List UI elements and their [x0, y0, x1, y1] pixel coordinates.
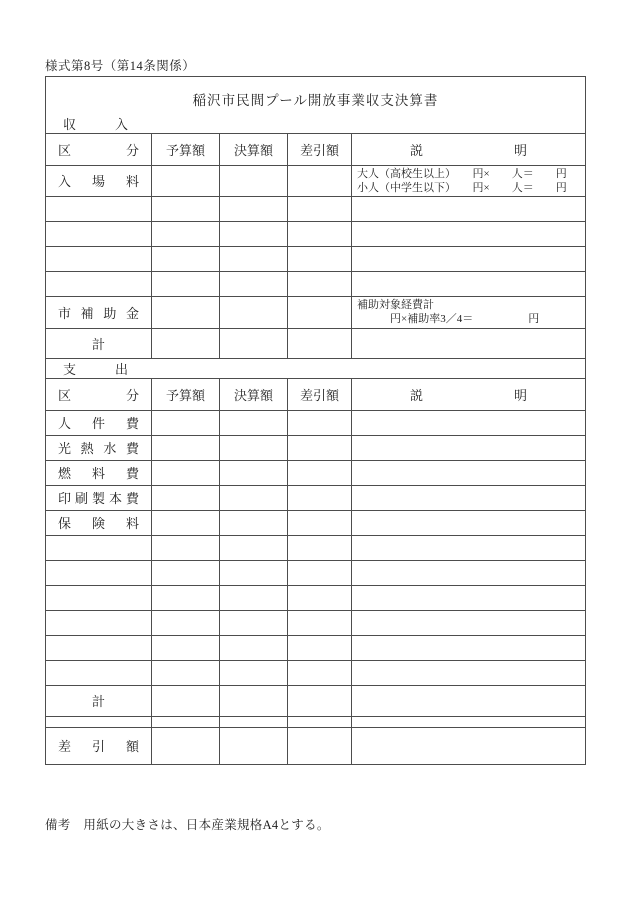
expense-blank-row: [46, 610, 586, 635]
expense-blank-row: [46, 660, 586, 685]
explanation-cell: [352, 485, 586, 510]
settlement-cell: [220, 685, 288, 716]
settlement-cell: [220, 560, 288, 585]
difference-cell: [288, 635, 352, 660]
income-row-admission: [46, 165, 586, 196]
header-explanation: 説 明: [352, 133, 586, 165]
difference-cell: [288, 435, 352, 460]
difference-cell: [288, 660, 352, 685]
settlement-cell: [220, 221, 288, 246]
budget-cell: [152, 510, 220, 535]
explanation-cell: [352, 660, 586, 685]
expense-blank-row: [46, 560, 586, 585]
difference-cell: [288, 410, 352, 435]
settlement-table: [45, 76, 586, 765]
header-difference: 差引額: [288, 133, 352, 165]
category-cell: [46, 560, 152, 585]
category-cell: [46, 221, 152, 246]
expense-row-utilities: [46, 435, 586, 460]
expense-section-row: [46, 358, 586, 378]
explanation-cell: [352, 535, 586, 560]
expense-row-personnel: [46, 410, 586, 435]
explanation-cell: [352, 716, 586, 727]
settlement-cell: [220, 485, 288, 510]
category-cell: 印刷製本費: [46, 485, 152, 510]
difference-cell: [288, 246, 352, 271]
difference-cell: [288, 296, 352, 328]
difference-cell: [288, 328, 352, 358]
expense-section-label: 支 出: [46, 358, 586, 378]
difference-cell: [288, 610, 352, 635]
explanation-cell: [352, 585, 586, 610]
settlement-cell: [220, 716, 288, 727]
difference-cell: [288, 510, 352, 535]
expense-row-fuel: [46, 460, 586, 485]
income-blank-row: [46, 271, 586, 296]
difference-cell: [288, 535, 352, 560]
total-label-cell: 計: [46, 685, 152, 716]
header-difference: 差引額: [288, 378, 352, 410]
category-cell: [46, 635, 152, 660]
expense-blank-row: [46, 535, 586, 560]
budget-cell: [152, 685, 220, 716]
header-settlement: 決算額: [220, 133, 288, 165]
settlement-cell: [220, 196, 288, 221]
settlement-cell: [220, 328, 288, 358]
category-cell: [46, 716, 152, 727]
category-cell: [46, 271, 152, 296]
desc-line-child: 小人（中学生以下） 円× 人＝ 円: [357, 181, 567, 194]
budget-cell: [152, 660, 220, 685]
form-number: 様式第8号（第14条関係）: [45, 59, 196, 73]
difference-cell: [288, 716, 352, 727]
desc-line-subsidy-title: 補助対象経費計: [357, 299, 434, 311]
budget-cell: [152, 221, 220, 246]
explanation-cell: [352, 727, 586, 764]
explanation-cell: [352, 410, 586, 435]
settlement-cell: [220, 460, 288, 485]
budget-cell: [152, 271, 220, 296]
difference-cell: [288, 221, 352, 246]
explanation-cell: [352, 685, 586, 716]
paper-size-note: 備考 用紙の大きさは、日本産業規格A4とする。: [45, 818, 330, 832]
category-cell: 光熱水費: [46, 435, 152, 460]
settlement-cell: [220, 610, 288, 635]
explanation-cell: [352, 196, 586, 221]
settlement-cell: [220, 635, 288, 660]
expense-blank-row: [46, 585, 586, 610]
header-budget: 予算額: [152, 378, 220, 410]
budget-cell: [152, 727, 220, 764]
explanation-cell: [352, 296, 586, 328]
budget-cell: [152, 460, 220, 485]
explanation-cell: [352, 246, 586, 271]
category-cell: 燃料費: [46, 460, 152, 485]
header-settlement: 決算額: [220, 378, 288, 410]
budget-cell: [152, 196, 220, 221]
budget-cell: [152, 535, 220, 560]
settlement-cell: [220, 296, 288, 328]
desc-line-subsidy-formula: 円×補助率3／4＝ 円: [357, 313, 540, 325]
settlement-cell: [220, 585, 288, 610]
expense-total-row: [46, 685, 586, 716]
explanation-cell: [352, 460, 586, 485]
category-cell: 保険料: [46, 510, 152, 535]
difference-cell: [288, 560, 352, 585]
expense-header-row: [46, 378, 586, 410]
explanation-cell: [352, 221, 586, 246]
explanation-cell: [352, 328, 586, 358]
total-label-cell: 計: [46, 328, 152, 358]
settlement-cell: [220, 271, 288, 296]
settlement-cell: [220, 510, 288, 535]
category-cell: [46, 246, 152, 271]
difference-cell: [288, 196, 352, 221]
budget-cell: [152, 716, 220, 727]
category-cell: [46, 535, 152, 560]
budget-cell: [152, 328, 220, 358]
budget-cell: [152, 610, 220, 635]
category-cell: 入場料: [46, 165, 152, 196]
budget-cell: [152, 435, 220, 460]
difference-cell: [288, 165, 352, 196]
budget-cell: [152, 485, 220, 510]
explanation-cell: [352, 560, 586, 585]
balance-row: [46, 727, 586, 764]
income-total-row: [46, 328, 586, 358]
category-cell: [46, 660, 152, 685]
expense-row-printing: [46, 485, 586, 510]
income-row-subsidy: [46, 296, 586, 328]
settlement-cell: [220, 246, 288, 271]
expense-blank-row: [46, 635, 586, 660]
header-category: 区分: [46, 133, 152, 165]
spacer-row: [46, 716, 586, 727]
category-cell: 人件費: [46, 410, 152, 435]
difference-cell: [288, 685, 352, 716]
income-header-row: [46, 133, 586, 165]
budget-cell: [152, 410, 220, 435]
difference-cell: [288, 460, 352, 485]
settlement-cell: [220, 535, 288, 560]
difference-cell: [288, 271, 352, 296]
settlement-cell: [220, 410, 288, 435]
desc-line-adult: 大人（高校生以上） 円× 人＝ 円: [357, 167, 567, 180]
difference-cell: [288, 485, 352, 510]
title-row: [46, 77, 586, 114]
expense-row-insurance: [46, 510, 586, 535]
budget-cell: [152, 296, 220, 328]
difference-cell: [288, 585, 352, 610]
budget-cell: [152, 560, 220, 585]
settlement-cell: [220, 727, 288, 764]
category-cell: 差引額: [46, 727, 152, 764]
header-category: 区分: [46, 378, 152, 410]
explanation-cell: [352, 610, 586, 635]
income-blank-row: [46, 196, 586, 221]
explanation-cell: [352, 635, 586, 660]
income-blank-row: [46, 246, 586, 271]
budget-cell: [152, 635, 220, 660]
category-cell: [46, 610, 152, 635]
category-cell: 市補助金: [46, 296, 152, 328]
explanation-cell: [352, 510, 586, 535]
settlement-cell: [220, 435, 288, 460]
explanation-cell: [352, 165, 586, 196]
document-title: 稲沢市民間プール開放事業収支決算書: [46, 77, 586, 114]
budget-cell: [152, 585, 220, 610]
settlement-cell: [220, 165, 288, 196]
difference-cell: [288, 727, 352, 764]
explanation-cell: [352, 435, 586, 460]
income-section-row: [46, 114, 586, 134]
category-cell: [46, 196, 152, 221]
header-explanation: 説 明: [352, 378, 586, 410]
income-blank-row: [46, 221, 586, 246]
header-budget: 予算額: [152, 133, 220, 165]
budget-cell: [152, 246, 220, 271]
budget-cell: [152, 165, 220, 196]
category-cell: [46, 585, 152, 610]
settlement-cell: [220, 660, 288, 685]
explanation-cell: [352, 271, 586, 296]
income-section-label: 収 入: [46, 114, 586, 134]
